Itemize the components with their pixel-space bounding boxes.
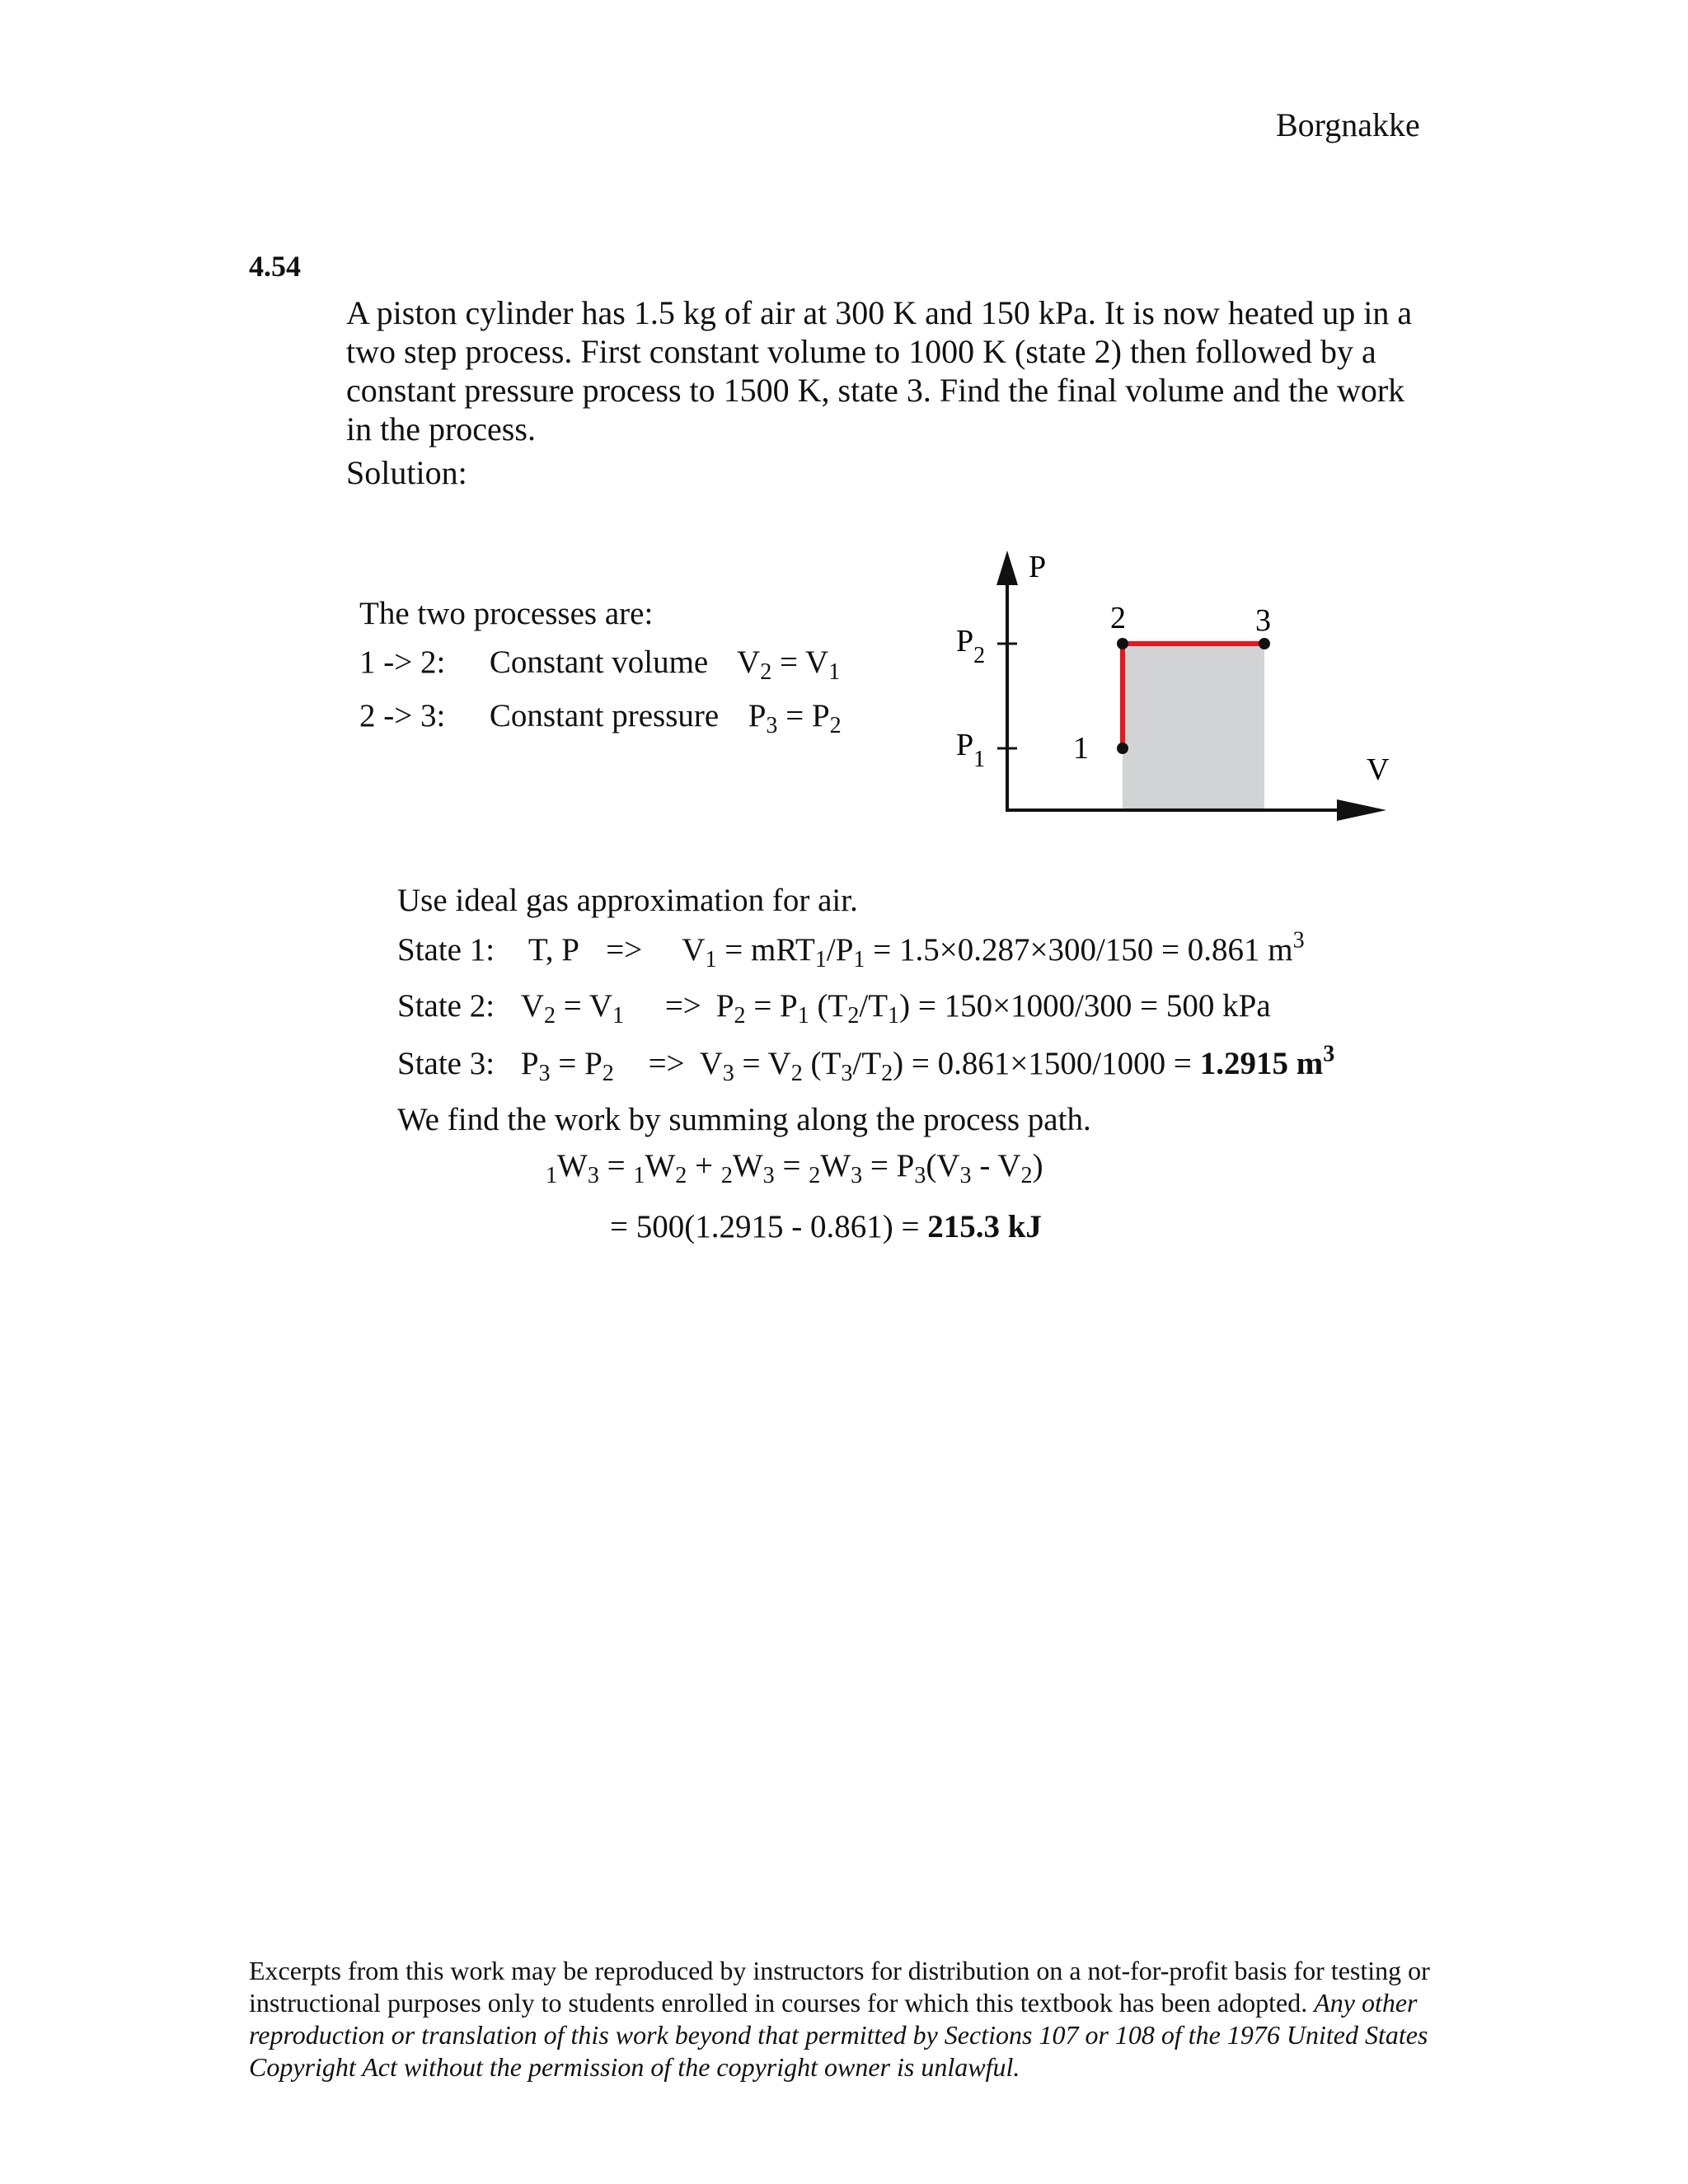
- work-calc: = 500(1.2915 - 0.861) =: [610, 1209, 920, 1244]
- processes-intro: The two processes are:: [359, 596, 654, 631]
- state-3-point: [1259, 638, 1270, 649]
- copyright-footer: [249, 1955, 1452, 2083]
- state-1-result: = 1.5×0.287×300/150 = 0.861 m: [873, 932, 1293, 968]
- state-2-line: State 2: $V_2 = V_1 => P_2 = P_1$ $(T_2/T_1) = 150\times 1000/300 = 500$ kPa: [397, 988, 1271, 1029]
- work-equation: $_1W_3 = _1W_2 + _2W_3 = _2W_3 = P_3(V_3 - V_2)$: [546, 1148, 1043, 1188]
- state-3-answer: 1.2915 m: [1199, 1046, 1324, 1081]
- state-2-result: ) = 150×1000/300 = 500 kPa: [899, 988, 1271, 1024]
- state-1-point: [1117, 743, 1128, 754]
- problem-number: 4.54: [249, 250, 301, 283]
- work-answer: 215.3 kJ: [927, 1209, 1042, 1244]
- process-2-3-text: Constant pressure: [489, 698, 720, 733]
- p2-label: $P_2$: [956, 624, 986, 668]
- work-area: [1123, 644, 1264, 810]
- p-axis-label: P: [1029, 550, 1047, 584]
- work-result-line: [610, 1208, 1042, 1245]
- p-axis-arrow: [996, 551, 1018, 585]
- process-2-3-relation: $P_3 = P_2$: [748, 698, 842, 738]
- footer-italic: Any other reproduction or translation of this work beyond that permitted by Sections 107 or 108 of the 1976 United States Copyright Act without the permission of the copyright owner is unlawful.: [249, 1988, 1428, 2082]
- solution-label: Solution:: [346, 454, 467, 491]
- process-1-2-label: 1 -> 2:: [359, 644, 446, 680]
- p1-label: $P_1$: [956, 728, 986, 772]
- state-1-line: State 1: T, $P => V_1 = mRT_1/P_1 = 1.5\times 0.287\times 300/150 = 0.861$ $m^3$: [397, 927, 1305, 972]
- pv-diagram: [940, 536, 1401, 832]
- state-2-point: [1117, 638, 1128, 649]
- process-2-3-label: 2 -> 3:: [359, 698, 446, 733]
- footer-normal: Excerpts from this work may be reproduced by instructors for distribution on a not-for-profit basis for testing or instructional purposes only to students enrolled in courses for which this textbook has been adopted.: [249, 1956, 1430, 2018]
- ideal-gas-note: Use ideal gas approximation for air.: [397, 883, 858, 918]
- state-1-label: 1: [1073, 731, 1089, 766]
- v-axis-arrow: [1337, 799, 1386, 821]
- problem-statement: A piston cylinder has 1.5 kg of air at 300 K and 150 kPa. It is now heated up in a two step process. First constant volume to 1000 K (state 2) then followed by a constant pressure process to 1500 K, state 3. Find the final volume and the work in the process.: [346, 294, 1413, 448]
- state-3-line: State 3: $P_3 = P_2 => V_3 = V_2$ $(T_3/T_2) = 0.861\times 1500/1000 = 1.2915$ $m^3$: [397, 1041, 1335, 1086]
- process-1-2-text: Constant volume: [489, 644, 709, 680]
- state-2-label: 2: [1110, 601, 1126, 635]
- author-header: Borgnakke: [1276, 106, 1420, 143]
- state-3-label: 3: [1255, 603, 1271, 638]
- process-1-2: [359, 644, 841, 685]
- state-3-mid: ) = 0.861×1500/1000 =: [893, 1046, 1192, 1081]
- process-2-3: [359, 697, 842, 738]
- work-intro: We find the work by summing along the process path.: [397, 1102, 1091, 1137]
- process-1-2-relation: $V_2 = V_1$: [737, 644, 841, 685]
- v-axis-label: V: [1367, 752, 1390, 787]
